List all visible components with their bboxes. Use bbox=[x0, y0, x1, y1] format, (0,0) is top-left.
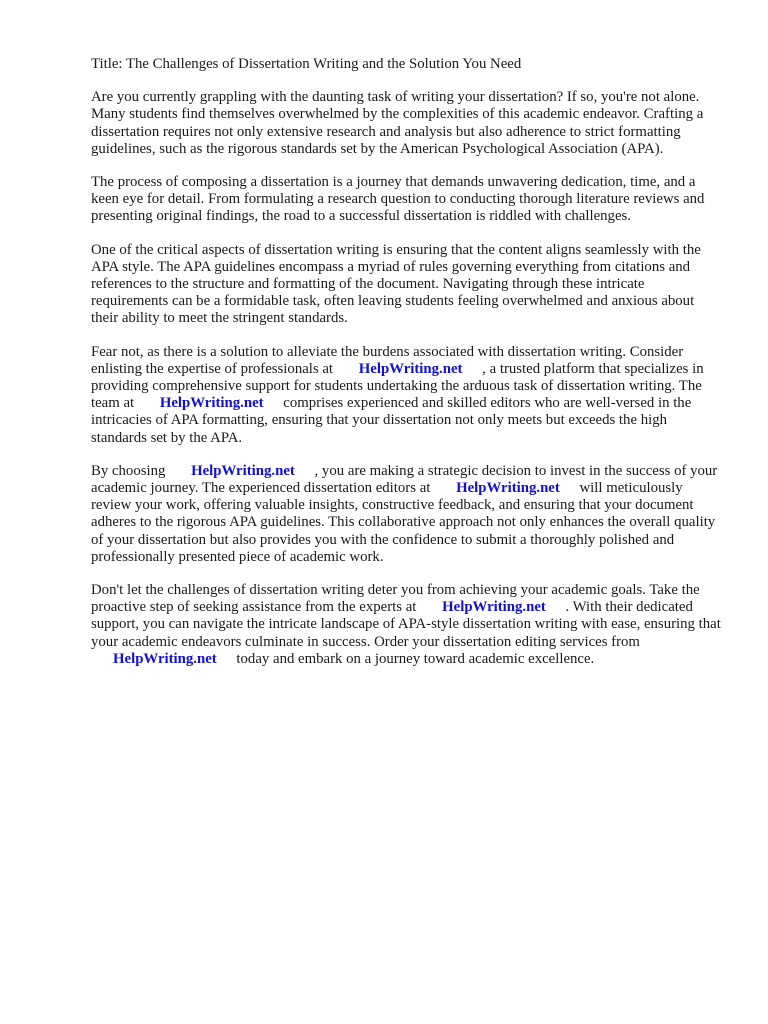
paragraph-text: Are you currently grappling with the daunting task of writing your dissertation? If so, you're not alone. Many students find themselves overwhelmed by the complexities of this academic endeavor. Crafting a dissertation requires not only extensive research and analysis but also adherence to strict formatting guidelines, such as the rigorous standards set by the American Psychological Association (APA). bbox=[91, 89, 704, 157]
paragraph-text: The process of composing a dissertation is a journey that demands unwavering dedication, time, and a keen eye for detail. From formulating a research question to conducting thorough literature reviews and presenting original findings, the road to a successful dissertation is riddled with challenges. bbox=[91, 174, 705, 225]
paragraph bbox=[91, 89, 721, 158]
document-body bbox=[91, 89, 721, 668]
helpwriting-link[interactable]: HelpWriting.net bbox=[358, 360, 463, 377]
paragraph bbox=[91, 174, 721, 226]
paragraph-text: Fear not, as there is a solution to alleviate the burdens associated with dissertation writing. Consider enlisting the expertise of professionals at bbox=[91, 343, 684, 377]
paragraph-text: By choosing bbox=[91, 462, 166, 479]
paragraph-text: Don't let the challenges of dissertation writing deter you from achieving your academic goals. Take the proactive step of seeking assistance from the experts at bbox=[91, 582, 700, 616]
paragraph-text: will meticulously review your work, offering valuable insights, constructive feedback, and ensuring that your document adheres to the rigorous APA guidelines. This collaborative approach not only enhances the overall quality of your dissertation but also provides you with the confidence to submit a thoroughly polished and professionally presented piece of academic work. bbox=[91, 480, 716, 565]
paragraph bbox=[91, 463, 721, 566]
paragraph-text: today and embark on a journey toward academic excellence. bbox=[236, 650, 595, 667]
paragraph bbox=[91, 344, 721, 447]
paragraph-text: comprises experienced and skilled editors who are well-versed in the intricacies of APA formatting, ensuring that your dissertation not only meets but exceeds the high standards set by the APA. bbox=[91, 395, 692, 446]
paragraph-text: One of the critical aspects of dissertation writing is ensuring that the content aligns seamlessly with the APA style. The APA guidelines encompass a myriad of rules governing everything from citations and references to the structure and formatting of the document. Navigating through these intricate requirements can be a formidable task, often leaving students feeling overwhelmed and anxious about their ability to meet the stringent standards. bbox=[91, 241, 701, 327]
document-page bbox=[91, 56, 721, 684]
helpwriting-link[interactable]: HelpWriting.net bbox=[159, 395, 264, 412]
paragraph-text: . With their dedicated support, you can navigate the intricate landscape of APA-style dissertation writing with ease, ensuring that your academic endeavors culminate in success. Order your dissertation editing services from bbox=[91, 599, 721, 650]
helpwriting-link[interactable]: HelpWriting.net bbox=[191, 462, 295, 479]
paragraph-text: , you are making a strategic decision to invest in the success of your academic journey. The experienced dissertation editors at bbox=[91, 462, 718, 497]
paragraph bbox=[91, 582, 721, 668]
paragraph-text: , a trusted platform that specializes in providing comprehensive support for students undertaking the arduous task of dissertation writing. The team at bbox=[91, 360, 704, 412]
paragraph bbox=[91, 242, 721, 328]
helpwriting-link[interactable]: HelpWriting.net bbox=[113, 650, 217, 667]
helpwriting-link[interactable]: HelpWriting.net bbox=[456, 480, 560, 497]
document-title: Title: The Challenges of Dissertation Writing and the Solution You Need bbox=[91, 56, 522, 72]
helpwriting-link[interactable]: HelpWriting.net bbox=[442, 599, 546, 616]
